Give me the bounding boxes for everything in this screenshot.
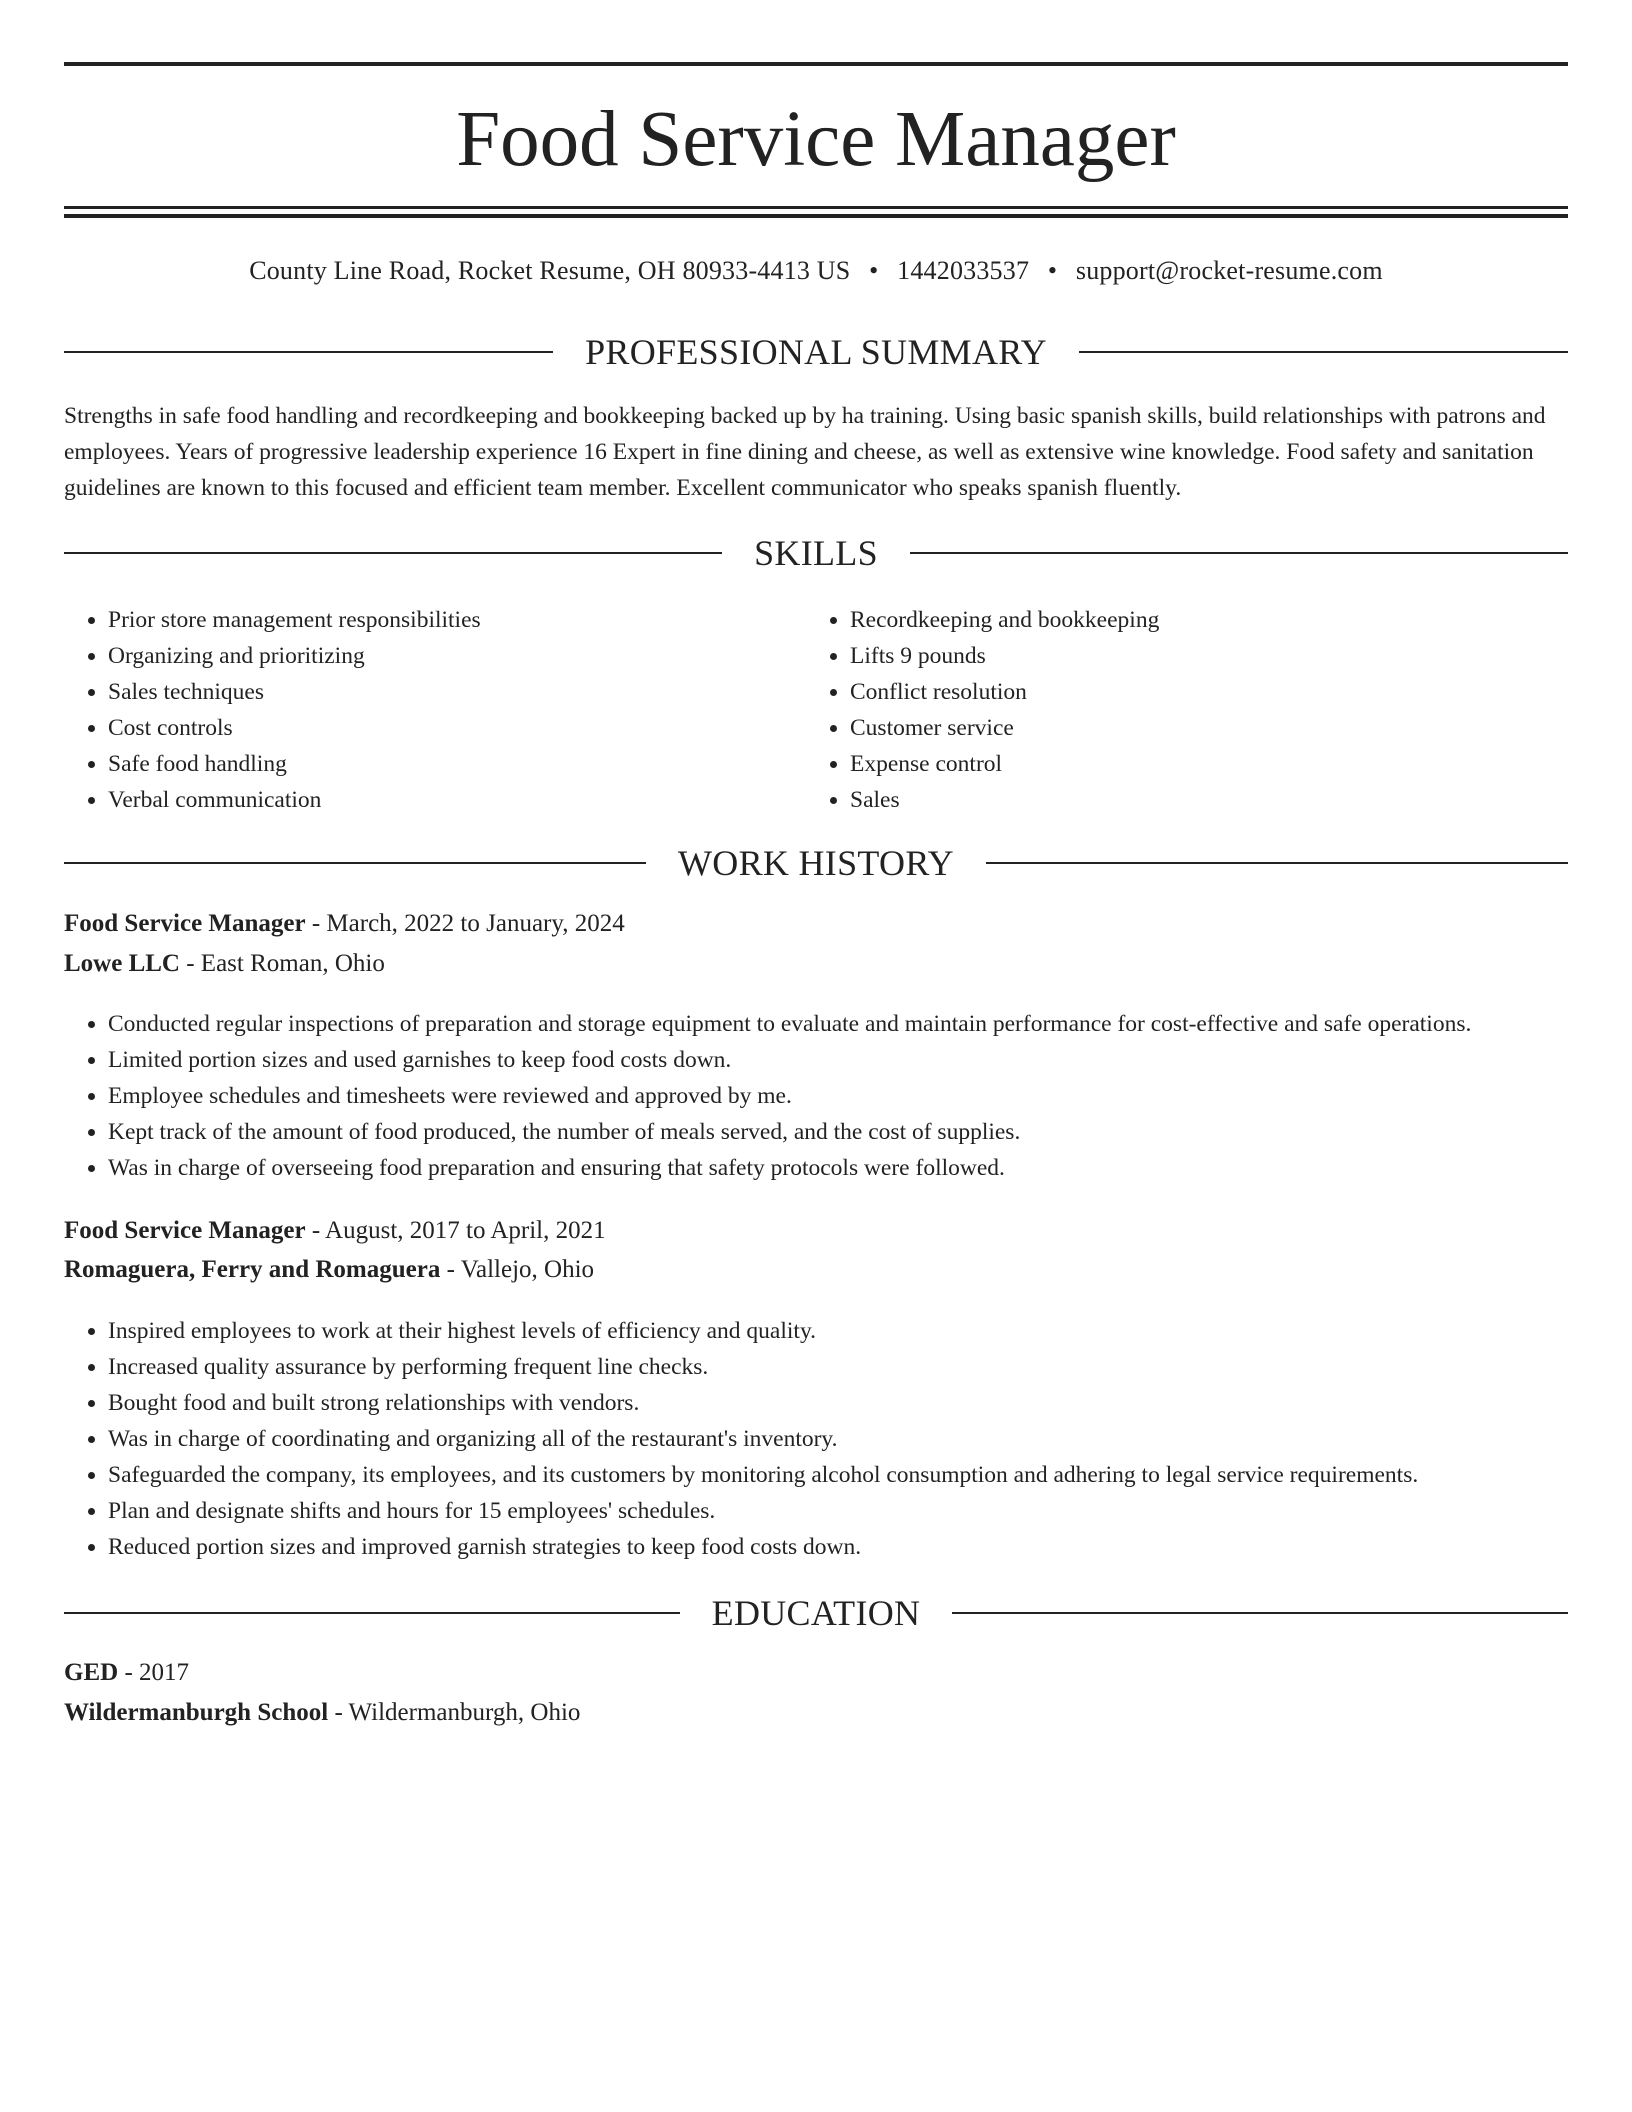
skill-item: • Sales techniques [108, 674, 806, 710]
skill-item: • Organizing and prioritizing [108, 638, 806, 674]
duty-item: • Reduced portion sizes and improved garnish strategies to keep food costs down. [108, 1529, 1568, 1565]
duty-item: • Bought food and built strong relationships with vendors. [108, 1385, 1568, 1421]
contact-phone: 1442033537 [897, 256, 1030, 285]
skills-column-left [64, 602, 806, 818]
job-2-title-line [64, 1213, 606, 1249]
job-title: Food Service Manager [64, 1217, 306, 1244]
skill-item: • Expense control [850, 746, 1548, 782]
skill-item: • Prior store management responsibilities [108, 602, 806, 638]
duty-item: • Was in charge of coordinating and organizing all of the restaurant's inventory. [108, 1421, 1568, 1457]
heading-rule [64, 552, 722, 554]
heading-rule [986, 862, 1568, 864]
job-location: - Vallejo, Ohio [440, 1256, 595, 1283]
education-school-line [64, 1695, 580, 1731]
duty-item: • Conducted regular inspections of preparation and storage equipment to evaluate and maintain performance for cost-effective and safe operations. [108, 1006, 1568, 1042]
skills-heading-text: SKILLS [754, 533, 878, 573]
work-heading [64, 843, 1568, 883]
contact-separator: • [869, 256, 879, 285]
job-dates: - March, 2022 to January, 2024 [305, 910, 625, 937]
summary-text: Strengths in safe food handling and recordkeeping and bookkeeping backed up by ha training. Using basic spanish skills, build relationships with patrons and employees. Years of progressive leadership experience 16 Expert in fine dining and cheese, as well as extensive wine knowledge. Food safety and sanitation guidelines are known to this focused and efficient team member. Excellent communicator who speaks spanish fluently. [64, 403, 1546, 501]
duty-item: • Was in charge of overseeing food preparation and ensuring that safety protocols were followed. [108, 1150, 1568, 1186]
contact-separator: • [1047, 256, 1058, 285]
contact-address: County Line Road, Rocket Resume, OH 80933-4413 US [249, 256, 851, 285]
education-year: - 2017 [118, 1659, 190, 1686]
education-degree-line [64, 1655, 189, 1691]
skill-item: • Lifts 9 pounds [850, 638, 1548, 674]
job-company: Romaguera, Ferry and Romaguera [64, 1256, 441, 1283]
skill-item: • Recordkeeping and bookkeeping [850, 602, 1548, 638]
education-location: - Wildermanburgh, Ohio [328, 1699, 581, 1726]
duty-item: • Employee schedules and timesheets were reviewed and approved by me. [108, 1078, 1568, 1114]
header-top-rule [64, 62, 1568, 66]
summary-heading [64, 332, 1568, 372]
job-location: - East Roman, Ohio [179, 950, 385, 977]
resume-title: Food Service Manager [456, 96, 1176, 183]
job-title: Food Service Manager [64, 910, 306, 937]
header-bottom-rule [64, 206, 1568, 209]
education-school: Wildermanburgh School [64, 1699, 329, 1726]
duty-item: • Increased quality assurance by performing frequent line checks. [108, 1349, 1568, 1385]
skills-column-right [806, 602, 1548, 818]
heading-rule [64, 1612, 680, 1614]
job-2-company-line [64, 1252, 594, 1288]
job-2-duties [64, 1313, 1568, 1565]
skill-item: • Customer service [850, 710, 1548, 746]
heading-rule [1079, 351, 1568, 353]
education-degree: GED [64, 1659, 119, 1686]
duty-item: • Kept track of the amount of food produced, the number of meals served, and the cost of supplies. [108, 1114, 1568, 1150]
job-1-duties [64, 1006, 1568, 1186]
duty-item: • Plan and designate shifts and hours for 15 employees' schedules. [108, 1493, 1568, 1529]
job-dates: - August, 2017 to April, 2021 [305, 1217, 606, 1244]
contact-email: support@rocket-resume.com [1075, 256, 1383, 285]
skill-item: • Sales [850, 782, 1548, 818]
skills-heading [64, 533, 1568, 573]
job-1-company-line [64, 946, 385, 982]
skill-item: • Verbal communication [108, 782, 806, 818]
skill-item: • Safe food handling [108, 746, 806, 782]
duty-item: • Limited portion sizes and used garnishes to keep food costs down. [108, 1042, 1568, 1078]
heading-rule [64, 862, 646, 864]
heading-rule [910, 552, 1568, 554]
job-company: Lowe LLC [64, 950, 180, 977]
duty-item: • Safeguarded the company, its employees, and its customers by monitoring alcohol consumption and adhering to legal service requirements. [108, 1457, 1568, 1493]
skills-list [64, 602, 1568, 818]
skill-item: • Conflict resolution [850, 674, 1548, 710]
heading-rule [952, 1612, 1568, 1614]
heading-rule [64, 351, 553, 353]
duty-item: • Inspired employees to work at their highest levels of efficiency and quality. [108, 1313, 1568, 1349]
contact-line [64, 254, 1568, 288]
job-1-title-line [64, 906, 625, 942]
header-bottom-rule-2 [64, 214, 1568, 218]
education-heading [64, 1593, 1568, 1633]
skill-item: • Cost controls [108, 710, 806, 746]
summary-heading-text: PROFESSIONAL SUMMARY [585, 332, 1047, 372]
work-heading-text: WORK HISTORY [678, 843, 954, 883]
education-heading-text: EDUCATION [711, 1593, 921, 1633]
